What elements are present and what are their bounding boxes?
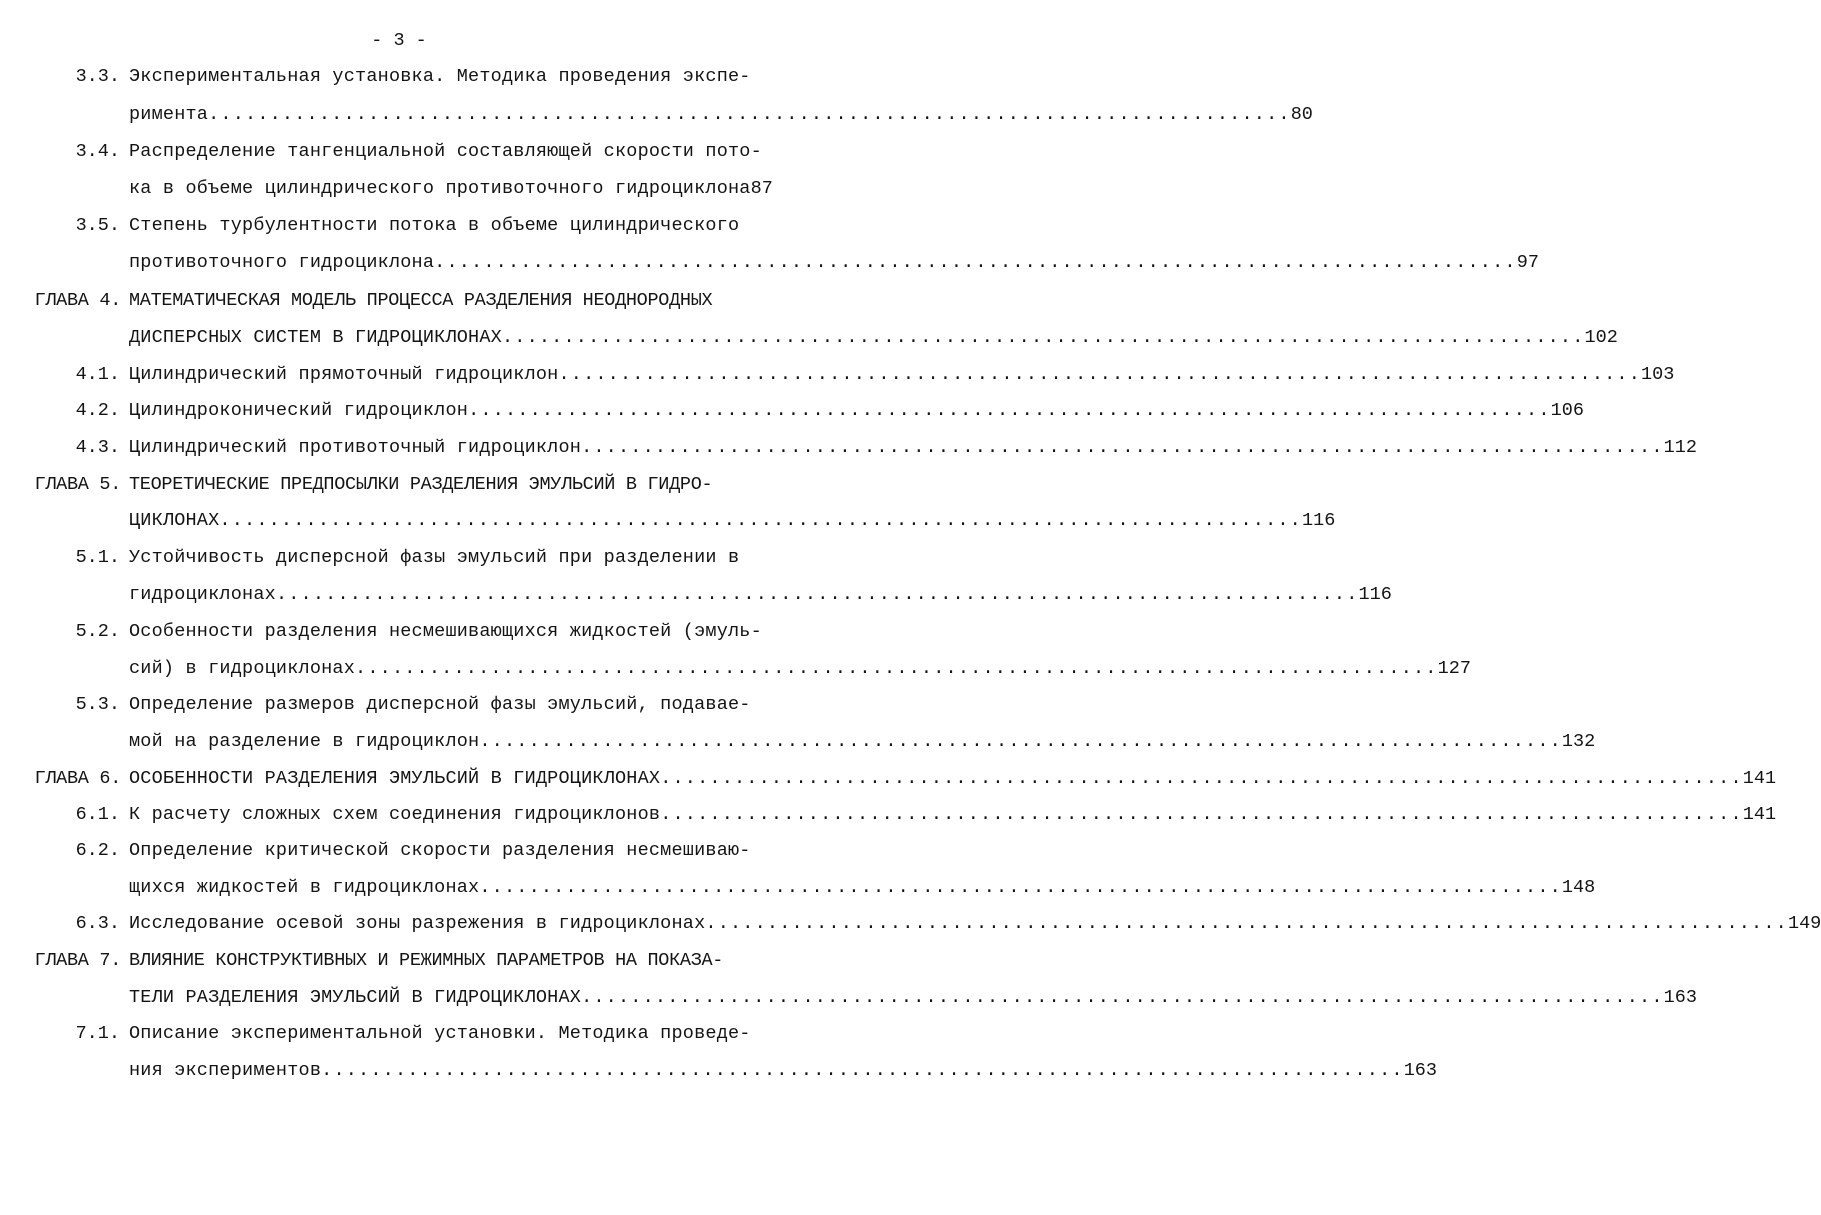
dot-leader: ........................................................................................ [581,987,1664,1008]
page-ref: 163 [1663,987,1697,1008]
section-number: 6.1. [75,804,120,825]
section-number: 3.3. [75,66,120,87]
page-ref: 148 [1561,877,1596,898]
dot-leader: ........................................................................................ [321,1060,1404,1081]
section-number: 4.1. [75,364,120,385]
chapter-title: ВЛИЯНИЕ КОНСТРУКТИВНЫХ И РЕЖИМНЫХ ПАРАМЕТРОВ НА ПОКАЗА- [129,950,724,971]
section-number: 4.2. [75,400,120,421]
section-number: 6.3. [75,913,120,934]
dot-leader: ........................................................................................ [434,252,1517,273]
section-title: Цилиндрический прямоточный гидроциклон [129,364,559,385]
section-title: Особенности разделения несмешивающихся жидкостей (эмуль- [129,621,762,642]
section-title: Устойчивость дисперсной фазы эмульсий при разделении в [129,547,740,568]
section-title-continued: гидроциклонах [129,584,276,605]
section-title-continued: ка в объеме цилиндрического противоточного гидроциклона [129,178,751,199]
page-ref: 149 [1787,913,1821,934]
page-ref: 80 [1290,104,1313,125]
section-title: Степень турбулентности потока в объеме цилиндрического [129,215,740,236]
section-title: Описание экспериментальной установки. Методика проведе- [129,1023,751,1044]
page-ref: 141 [1742,804,1777,825]
dot-leader: ........................................................................................ [660,804,1743,825]
page-ref: 127 [1437,658,1471,679]
page-ref: 132 [1561,731,1596,752]
dot-leader: ........................................................................................ [479,731,1562,752]
page-ref: 102 [1584,327,1618,348]
chapter-title-continued: ЦИКЛОНАХ [129,510,220,531]
section-number: 5.1. [75,547,120,568]
chapter-number: ГЛАВА 5. [34,474,121,495]
section-title: Определение размеров дисперсной фазы эмульсий, подавае- [129,694,751,715]
dot-leader: ........................................................................................ [558,364,1642,385]
chapter-title-continued: ДИСПЕРСНЫХ СИСТЕМ В ГИДРОЦИКЛОНАХ [129,327,502,348]
section-title: Распределение тангенциальной составляющей скорости пото- [129,141,762,162]
section-number: 7.1. [75,1023,120,1044]
page-ref: 87 [750,178,773,199]
section-title-continued: противоточного гидроциклона [129,252,435,273]
section-title: Цилиндрический противоточный гидроциклон [129,437,582,458]
page-ref: 112 [1663,437,1697,458]
dot-leader: ........................................................................................ [468,400,1551,421]
chapter-title: МАТЕМАТИЧЕСКАЯ МОДЕЛЬ ПРОЦЕССА РАЗДЕЛЕНИЯ НЕОДНОРОДНЫХ [129,290,713,311]
chapter-number: ГЛАВА 4. [34,290,121,311]
section-title-continued: ния экспериментов [129,1060,322,1081]
chapter-number: ГЛАВА 6. [34,768,121,789]
page-ref: 116 [1358,584,1392,605]
section-number: 5.2. [75,621,120,642]
section-number: 6.2. [75,840,120,861]
section-title-continued: щихся жидкостей в гидроциклонах [129,877,480,898]
chapter-title-continued: ТЕЛИ РАЗДЕЛЕНИЯ ЭМУЛЬСИЙ В ГИДРОЦИКЛОНАХ [129,987,582,1008]
section-title-continued: мой на разделение в гидроциклон [129,731,480,752]
section-title: Исследование осевой зоны разрежения в гидроциклонах [129,913,706,934]
section-title: Экспериментальная установка. Методика проведения экспе- [129,66,751,87]
chapter-number: ГЛАВА 7. [34,950,121,971]
section-number: 3.4. [75,141,120,162]
page-ref: 106 [1550,400,1584,421]
section-number: 5.3. [75,694,120,715]
dot-leader: ........................................................................................ [581,437,1664,458]
dot-leader: ........................................................................................ [660,768,1743,789]
section-number: 4.3. [75,437,120,458]
dot-leader: ........................................................................................ [275,584,1359,605]
dot-leader: ........................................................................................ [219,510,1302,531]
section-title-continued: римента [129,104,209,125]
dot-leader: ........................................................................................ [479,877,1562,898]
section-title: К расчету сложных схем соединения гидроциклонов [129,804,661,825]
dot-leader: ........................................................................................ [355,658,1438,679]
section-number: 3.5. [75,215,120,236]
page-ref: 116 [1301,510,1336,531]
dot-leader: ........................................................................................ [208,104,1291,125]
page-number: - 3 - [371,30,427,51]
section-title-continued: сий) в гидроциклонах [129,658,356,679]
page-ref: 103 [1641,364,1675,385]
page-ref: 163 [1403,1060,1438,1081]
section-title: Цилиндроконический гидроциклон [129,400,469,421]
dot-leader: ........................................................................................ [705,913,1788,934]
chapter-title: ТЕОРЕТИЧЕСКИЕ ПРЕДПОСЫЛКИ РАЗДЕЛЕНИЯ ЭМУЛЬСИЙ В ГИДРО- [129,474,713,495]
dot-leader: ........................................................................................ [501,327,1585,348]
page-ref: 141 [1742,768,1777,789]
page-ref: 97 [1516,252,1539,273]
chapter-title: ОСОБЕННОСТИ РАЗДЕЛЕНИЯ ЭМУЛЬСИЙ В ГИДРОЦИКЛОНАХ [129,768,661,789]
section-title: Определение критической скорости разделения несмешиваю- [129,840,751,861]
